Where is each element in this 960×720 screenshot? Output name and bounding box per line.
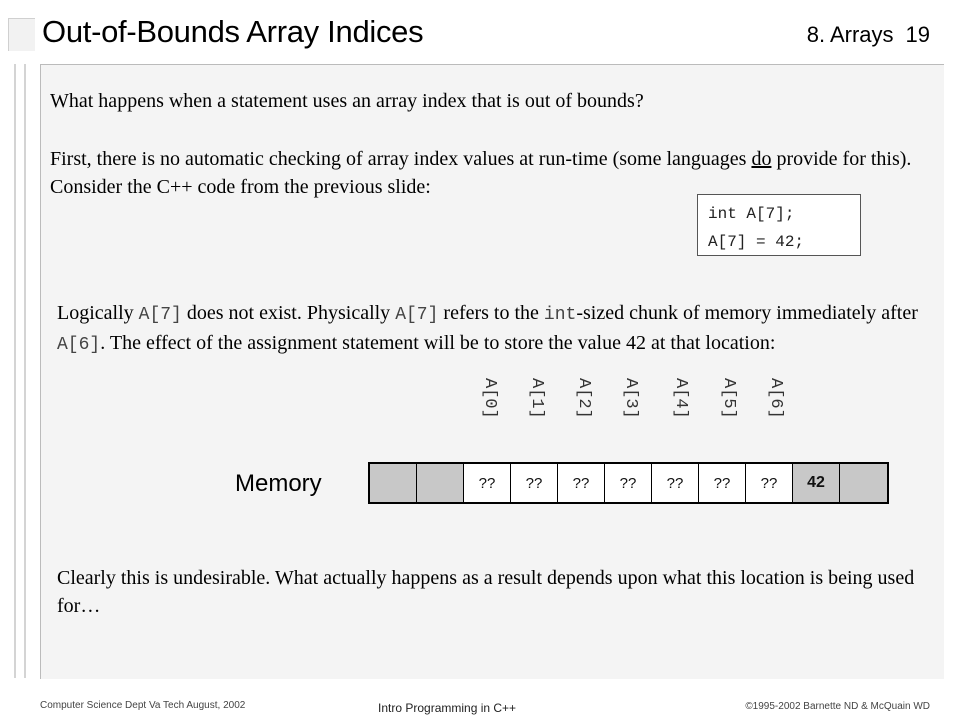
footer-copyright: ©1995-2002 Barnette ND & McQuain WD bbox=[745, 701, 930, 712]
footer-department: Computer Science Dept Va Tech August, 2002 bbox=[40, 700, 246, 711]
p2-underlined-word: do bbox=[751, 148, 772, 170]
p3-text: -sized chunk of memory immediately after bbox=[576, 302, 918, 324]
p2-text-a: First, there is no automatic checking of array index values at run-time (some languages bbox=[50, 148, 752, 170]
array-index-label: A[6] bbox=[766, 378, 785, 419]
memory-cell: ?? bbox=[699, 464, 746, 502]
memory-label: Memory bbox=[235, 470, 322, 497]
memory-cell: ?? bbox=[511, 464, 558, 502]
memory-cell: ?? bbox=[605, 464, 652, 502]
page-number: 19 bbox=[905, 22, 930, 47]
code-snippet-box bbox=[697, 194, 861, 256]
memory-cell bbox=[370, 464, 417, 502]
p3-code: A[7] bbox=[395, 305, 439, 325]
memory-cell bbox=[417, 464, 464, 502]
memory-cell: 42 bbox=[793, 464, 840, 502]
left-margin-bar-inner bbox=[24, 64, 26, 678]
array-index-label: A[0] bbox=[480, 378, 499, 419]
p3-code: A[6] bbox=[57, 335, 101, 355]
footer-course: Intro Programming in C++ bbox=[378, 701, 517, 715]
slide-corner-decoration bbox=[8, 18, 35, 51]
paragraph-conclusion: Clearly this is undesirable. What actually happens as a result depends upon what this location is being used for… bbox=[57, 567, 915, 617]
array-index-label: A[2] bbox=[574, 378, 593, 419]
slide-section bbox=[807, 22, 930, 48]
p3-code: int bbox=[543, 305, 577, 325]
memory-cell: ?? bbox=[746, 464, 793, 502]
p3-text: . The effect of the assignment statement will be to store the value 42 at that location: bbox=[100, 332, 776, 354]
array-index-label: A[4] bbox=[671, 378, 690, 419]
p3-text: refers to the bbox=[438, 302, 544, 324]
p3-text: Logically bbox=[57, 302, 139, 324]
memory-cell: ?? bbox=[558, 464, 605, 502]
array-index-label: A[1] bbox=[527, 378, 546, 419]
memory-cell bbox=[840, 464, 887, 502]
paragraph-explanation bbox=[57, 299, 927, 359]
code-line: int A[7]; bbox=[708, 205, 795, 223]
code-line: A[7] = 42; bbox=[708, 233, 805, 251]
paragraph-question: What happens when a statement uses an array index that is out of bounds? bbox=[50, 90, 644, 112]
p3-text: does not exist. Physically bbox=[181, 302, 396, 324]
section-name: 8. Arrays bbox=[806, 22, 894, 47]
left-margin-bar bbox=[14, 64, 16, 678]
p3-code: A[7] bbox=[138, 305, 182, 325]
p2-text-b: provide for this). Consider the C++ code from the previous slide: bbox=[50, 148, 912, 198]
memory-cell: ?? bbox=[464, 464, 511, 502]
array-index-label: A[3] bbox=[621, 378, 640, 419]
memory-cells-row bbox=[368, 462, 889, 504]
memory-cell: ?? bbox=[652, 464, 699, 502]
paragraph-no-checking bbox=[50, 145, 920, 201]
slide-title: Out-of-Bounds Array Indices bbox=[42, 14, 424, 49]
array-index-label: A[5] bbox=[719, 378, 738, 419]
